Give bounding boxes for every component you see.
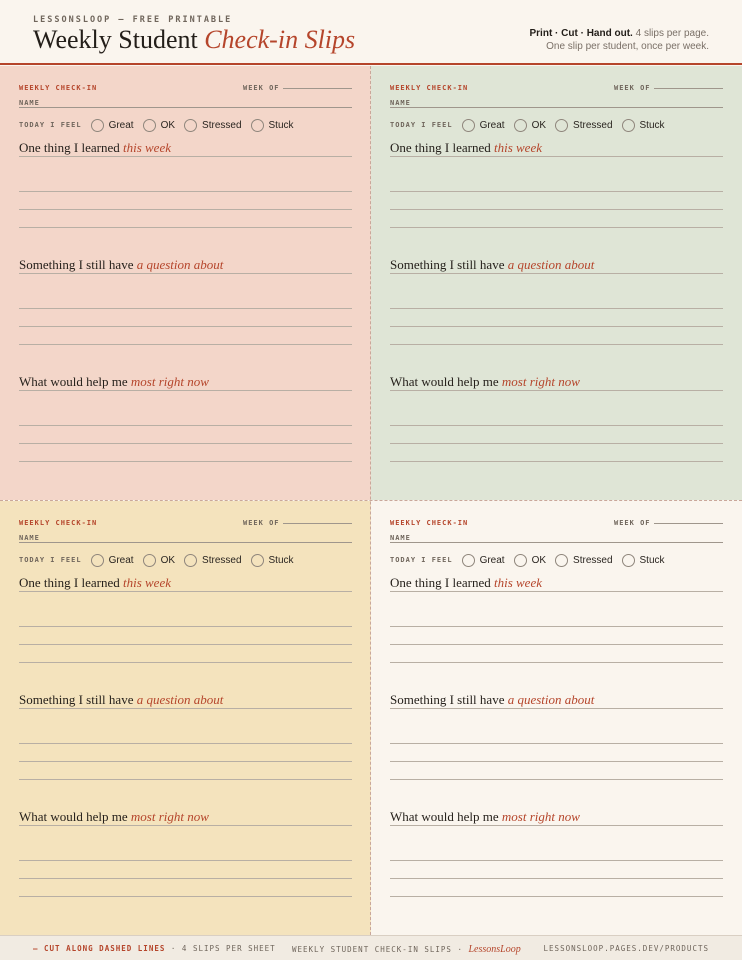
week-of-line[interactable] bbox=[654, 523, 723, 524]
radio-circle-icon[interactable] bbox=[462, 119, 475, 132]
question-plain: One thing I learned bbox=[390, 575, 494, 590]
question-accent: this week bbox=[493, 575, 542, 590]
answer-line bbox=[390, 227, 723, 228]
feel-option[interactable] bbox=[143, 554, 175, 567]
feel-option[interactable] bbox=[91, 554, 134, 567]
answer-line bbox=[390, 825, 723, 826]
radio-circle-icon[interactable] bbox=[251, 119, 264, 132]
feel-option-label: Stressed bbox=[573, 554, 613, 566]
feel-option-label: Great bbox=[108, 119, 134, 131]
question-plain: Something I still have bbox=[19, 692, 137, 707]
answer-line bbox=[19, 227, 352, 228]
slip-label: WEEKLY CHECK-IN bbox=[19, 519, 98, 527]
answer-line bbox=[19, 591, 352, 592]
feel-option-label: OK bbox=[531, 554, 547, 566]
answer-line bbox=[390, 896, 723, 897]
answer-line bbox=[390, 209, 723, 210]
question-plain: What would help me bbox=[19, 374, 131, 389]
week-of-label: WEEK OF bbox=[243, 84, 280, 92]
feel-row bbox=[390, 116, 723, 134]
title-accent: Check-in Slips bbox=[204, 25, 356, 54]
answer-line bbox=[390, 443, 723, 444]
question-accent: this week bbox=[122, 140, 171, 155]
feel-option-label: Stressed bbox=[202, 554, 242, 566]
answer-line bbox=[19, 825, 352, 826]
answer-line bbox=[19, 308, 352, 309]
slip-1 bbox=[0, 66, 371, 500]
answer-line bbox=[390, 644, 723, 645]
question-text bbox=[19, 575, 352, 591]
feel-option-label: Great bbox=[479, 119, 505, 131]
per-sheet: · 4 SLIPS PER SHEET bbox=[165, 944, 276, 953]
footer-title: WEEKLY STUDENT CHECK-IN SLIPS · bbox=[292, 945, 469, 954]
radio-circle-icon[interactable] bbox=[514, 119, 527, 132]
question-text bbox=[390, 374, 723, 390]
answer-line bbox=[19, 461, 352, 462]
answer-line bbox=[19, 344, 352, 345]
answer-lines[interactable] bbox=[19, 390, 352, 476]
answer-line bbox=[19, 779, 352, 780]
question-block bbox=[19, 575, 352, 677]
question-text bbox=[390, 257, 723, 273]
feel-option[interactable] bbox=[555, 554, 612, 567]
name-row bbox=[390, 97, 723, 111]
feel-option-label: OK bbox=[160, 119, 176, 131]
horizontal-cut-line bbox=[0, 500, 742, 501]
slip-3 bbox=[0, 501, 371, 935]
footer-left bbox=[33, 944, 276, 953]
answer-line bbox=[390, 761, 723, 762]
feel-option-label: Stuck bbox=[639, 554, 665, 566]
question-accent: this week bbox=[122, 575, 171, 590]
answer-line bbox=[390, 779, 723, 780]
question-block bbox=[19, 809, 352, 911]
slip-header-row bbox=[390, 516, 723, 530]
answer-line bbox=[19, 878, 352, 879]
answer-line bbox=[390, 425, 723, 426]
answer-lines[interactable] bbox=[390, 390, 723, 476]
feel-option[interactable] bbox=[251, 554, 294, 567]
question-plain: What would help me bbox=[390, 809, 502, 824]
answer-lines[interactable] bbox=[390, 156, 723, 242]
slip-label: WEEKLY CHECK-IN bbox=[390, 84, 469, 92]
radio-circle-icon[interactable] bbox=[555, 119, 568, 132]
answer-line bbox=[19, 626, 352, 627]
answer-line bbox=[19, 743, 352, 744]
question-plain: One thing I learned bbox=[19, 140, 123, 155]
feel-label: TODAY I FEEL bbox=[19, 121, 82, 129]
cut-instruction: — CUT ALONG DASHED LINES bbox=[33, 944, 166, 953]
question-plain: Something I still have bbox=[390, 257, 508, 272]
name-line[interactable] bbox=[390, 542, 723, 543]
slip-label: WEEKLY CHECK-IN bbox=[390, 519, 469, 527]
week-of-line[interactable] bbox=[283, 88, 352, 89]
question-plain: What would help me bbox=[390, 374, 502, 389]
feel-option[interactable] bbox=[514, 119, 546, 132]
feel-option[interactable] bbox=[143, 119, 175, 132]
feel-option-label: Great bbox=[479, 554, 505, 566]
name-line[interactable] bbox=[390, 107, 723, 108]
answer-line bbox=[19, 326, 352, 327]
question-block bbox=[390, 257, 723, 359]
feel-option[interactable] bbox=[184, 119, 241, 132]
slip-4 bbox=[371, 501, 742, 935]
question-block bbox=[390, 692, 723, 794]
radio-circle-icon[interactable] bbox=[143, 119, 156, 132]
answer-line bbox=[390, 743, 723, 744]
week-of-line[interactable] bbox=[654, 88, 723, 89]
question-text bbox=[390, 575, 723, 591]
question-accent: most right now bbox=[130, 374, 209, 389]
answer-line bbox=[19, 156, 352, 157]
answer-lines[interactable] bbox=[390, 273, 723, 359]
print-instructions bbox=[530, 27, 710, 53]
question-text bbox=[19, 809, 352, 825]
feel-label: TODAY I FEEL bbox=[390, 121, 453, 129]
title-plain: Weekly Student bbox=[33, 25, 205, 54]
answer-lines[interactable] bbox=[390, 825, 723, 911]
name-row bbox=[390, 532, 723, 546]
instructions-rest: 4 slips per page. bbox=[632, 28, 709, 39]
feel-label: TODAY I FEEL bbox=[19, 556, 82, 564]
radio-circle-icon[interactable] bbox=[184, 119, 197, 132]
answer-line bbox=[390, 156, 723, 157]
question-text bbox=[19, 374, 352, 390]
question-plain: One thing I learned bbox=[19, 575, 123, 590]
radio-circle-icon[interactable] bbox=[251, 554, 264, 567]
instructions-line2: One slip per student, once per week. bbox=[546, 41, 709, 52]
answer-lines[interactable] bbox=[19, 156, 352, 242]
question-plain: Something I still have bbox=[390, 692, 508, 707]
answer-lines[interactable] bbox=[19, 708, 352, 794]
name-label: NAME bbox=[19, 99, 40, 107]
question-text bbox=[390, 809, 723, 825]
answer-line bbox=[390, 708, 723, 709]
feel-option-label: OK bbox=[531, 119, 547, 131]
slip-grid bbox=[0, 66, 742, 935]
answer-lines[interactable] bbox=[19, 825, 352, 911]
feel-option[interactable] bbox=[184, 554, 241, 567]
feel-row bbox=[19, 116, 352, 134]
footer-url: LESSONSLOOP.PAGES.DEV/PRODUCTS bbox=[543, 944, 709, 953]
question-plain: One thing I learned bbox=[390, 140, 494, 155]
answer-line bbox=[390, 191, 723, 192]
answer-line bbox=[390, 662, 723, 663]
answer-line bbox=[390, 326, 723, 327]
radio-circle-icon[interactable] bbox=[143, 554, 156, 567]
answer-lines[interactable] bbox=[390, 591, 723, 677]
answer-line bbox=[19, 662, 352, 663]
page-title bbox=[33, 25, 355, 55]
feel-option[interactable] bbox=[622, 554, 665, 567]
answer-line bbox=[390, 344, 723, 345]
question-block bbox=[390, 809, 723, 911]
feel-option-label: OK bbox=[160, 554, 176, 566]
question-block bbox=[19, 140, 352, 242]
answer-line bbox=[19, 860, 352, 861]
slip-header-row bbox=[19, 81, 352, 95]
answer-line bbox=[390, 273, 723, 274]
answer-lines[interactable] bbox=[19, 591, 352, 677]
answer-line bbox=[19, 761, 352, 762]
answer-line bbox=[19, 644, 352, 645]
brand-label: LESSONSLOOP — FREE PRINTABLE bbox=[33, 15, 233, 25]
feel-row bbox=[19, 551, 352, 569]
question-block bbox=[390, 575, 723, 677]
question-block bbox=[19, 692, 352, 794]
answer-line bbox=[19, 443, 352, 444]
feel-option[interactable] bbox=[251, 119, 294, 132]
answer-line bbox=[390, 308, 723, 309]
answer-line bbox=[390, 461, 723, 462]
slip-header-row bbox=[390, 81, 723, 95]
name-line[interactable] bbox=[19, 107, 352, 108]
feel-row bbox=[390, 551, 723, 569]
radio-circle-icon[interactable] bbox=[514, 554, 527, 567]
question-text bbox=[19, 257, 352, 273]
week-of-label: WEEK OF bbox=[614, 519, 651, 527]
instructions-bold: Print · Cut · Hand out. bbox=[529, 28, 633, 39]
feel-option-label: Stressed bbox=[573, 119, 613, 131]
question-plain: Something I still have bbox=[19, 257, 137, 272]
question-text bbox=[19, 692, 352, 708]
feel-option[interactable] bbox=[91, 119, 134, 132]
radio-circle-icon[interactable] bbox=[462, 554, 475, 567]
feel-option-label: Great bbox=[108, 554, 134, 566]
question-accent: most right now bbox=[501, 809, 580, 824]
question-accent: a question about bbox=[136, 692, 224, 707]
week-of-line[interactable] bbox=[283, 523, 352, 524]
radio-circle-icon[interactable] bbox=[91, 554, 104, 567]
answer-lines[interactable] bbox=[390, 708, 723, 794]
question-text bbox=[19, 140, 352, 156]
name-line[interactable] bbox=[19, 542, 352, 543]
week-of-label: WEEK OF bbox=[614, 84, 651, 92]
radio-circle-icon[interactable] bbox=[622, 554, 635, 567]
week-of-label: WEEK OF bbox=[243, 519, 280, 527]
name-row bbox=[19, 97, 352, 111]
radio-circle-icon[interactable] bbox=[555, 554, 568, 567]
question-text bbox=[390, 692, 723, 708]
feel-option[interactable] bbox=[462, 554, 505, 567]
feel-option-label: Stressed bbox=[202, 119, 242, 131]
answer-line bbox=[19, 273, 352, 274]
feel-option[interactable] bbox=[514, 554, 546, 567]
question-accent: a question about bbox=[136, 257, 224, 272]
slip-header-row bbox=[19, 516, 352, 530]
name-label: NAME bbox=[19, 534, 40, 542]
radio-circle-icon[interactable] bbox=[622, 119, 635, 132]
answer-line bbox=[19, 425, 352, 426]
question-block bbox=[390, 140, 723, 242]
feel-label: TODAY I FEEL bbox=[390, 556, 453, 564]
slip-label: WEEKLY CHECK-IN bbox=[19, 84, 98, 92]
answer-line bbox=[19, 708, 352, 709]
question-block bbox=[390, 374, 723, 476]
feel-option-label: Stuck bbox=[268, 119, 294, 131]
answer-line bbox=[390, 390, 723, 391]
radio-circle-icon[interactable] bbox=[91, 119, 104, 132]
feel-option[interactable] bbox=[622, 119, 665, 132]
name-row bbox=[19, 532, 352, 546]
footer-middle bbox=[292, 944, 521, 955]
slip-2 bbox=[371, 66, 742, 500]
footer-brand: LessonsLoop bbox=[468, 944, 521, 955]
answer-line bbox=[19, 896, 352, 897]
question-block bbox=[19, 374, 352, 476]
question-accent: most right now bbox=[501, 374, 580, 389]
page-header bbox=[0, 0, 742, 65]
answer-line bbox=[19, 191, 352, 192]
radio-circle-icon[interactable] bbox=[184, 554, 197, 567]
feel-option-label: Stuck bbox=[639, 119, 665, 131]
page-footer bbox=[0, 935, 742, 960]
answer-line bbox=[390, 860, 723, 861]
question-accent: a question about bbox=[507, 692, 595, 707]
question-block bbox=[19, 257, 352, 359]
question-accent: this week bbox=[493, 140, 542, 155]
answer-line bbox=[19, 390, 352, 391]
name-label: NAME bbox=[390, 534, 411, 542]
feel-option-label: Stuck bbox=[268, 554, 294, 566]
answer-line bbox=[390, 878, 723, 879]
question-text bbox=[390, 140, 723, 156]
feel-option[interactable] bbox=[462, 119, 505, 132]
question-accent: a question about bbox=[507, 257, 595, 272]
answer-line bbox=[390, 591, 723, 592]
name-label: NAME bbox=[390, 99, 411, 107]
answer-lines[interactable] bbox=[19, 273, 352, 359]
feel-option[interactable] bbox=[555, 119, 612, 132]
answer-line bbox=[19, 209, 352, 210]
question-plain: What would help me bbox=[19, 809, 131, 824]
question-accent: most right now bbox=[130, 809, 209, 824]
answer-line bbox=[390, 626, 723, 627]
